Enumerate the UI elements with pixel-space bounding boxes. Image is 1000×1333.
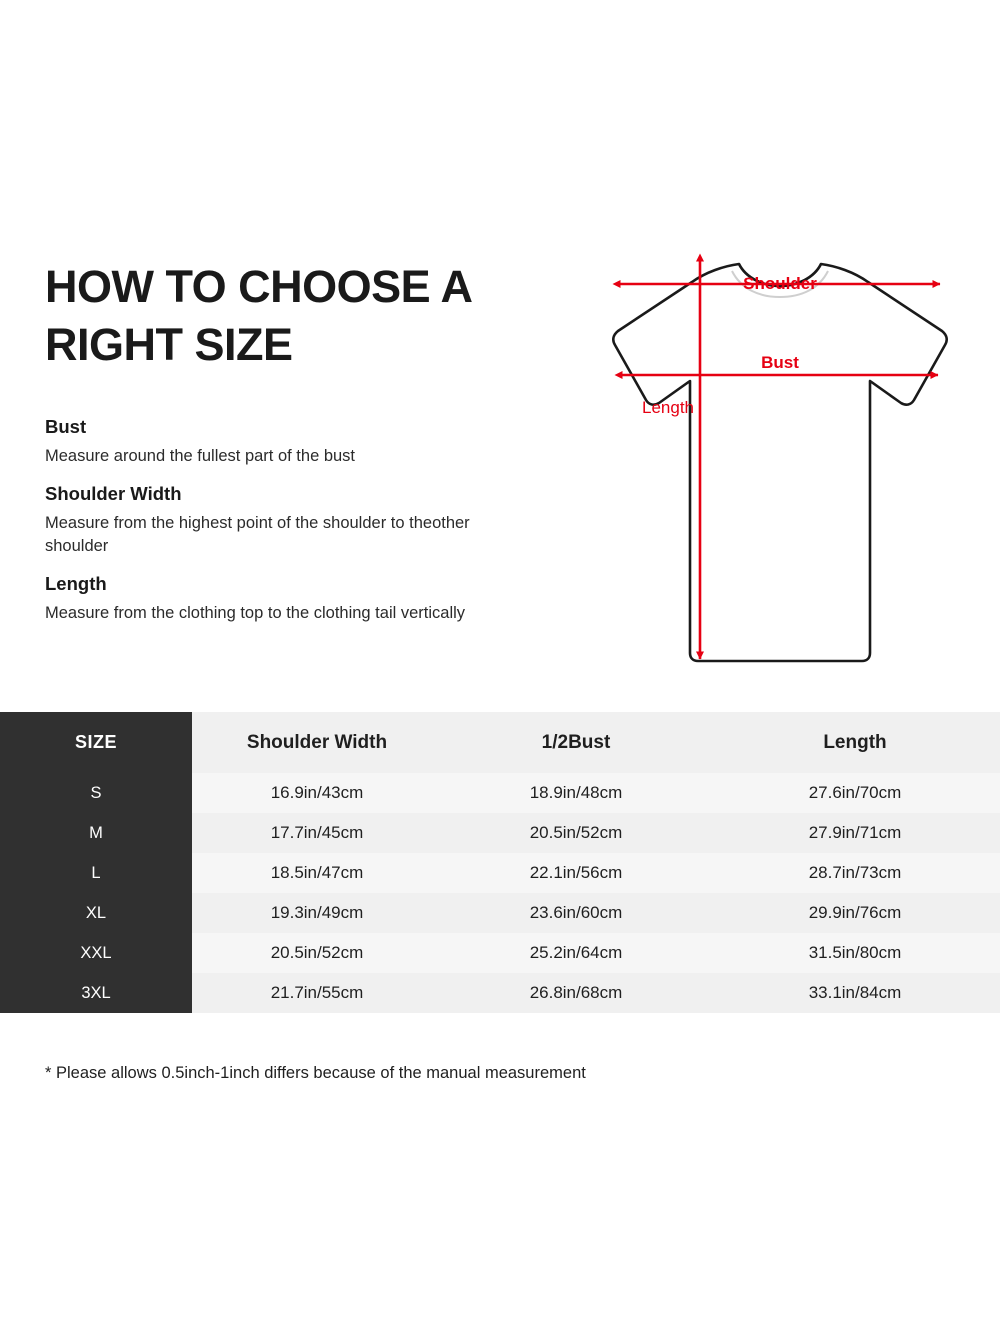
length-label: Length [642,398,694,417]
definition-text: Measure from the highest point of the shoulder to theother shoulder [45,514,470,555]
column-header-half-bust: 1/2Bust [442,712,710,773]
cell-size: XL [0,893,192,933]
column-header-length: Length [710,712,1000,773]
definition-length [45,573,515,624]
table-row [0,773,1000,813]
tshirt-measurement-diagram [510,235,980,695]
cell-half-bust: 25.2in/64cm [442,933,710,973]
tshirt-outline [613,264,946,661]
definition-title: Length [45,572,107,594]
cell-length: 31.5in/80cm [710,933,1000,973]
cell-half-bust: 18.9in/48cm [442,773,710,813]
column-header-size: SIZE [0,712,192,773]
cell-size: XXL [0,933,192,973]
cell-size: 3XL [0,973,192,1013]
table-row [0,893,1000,933]
cell-length: 27.6in/70cm [710,773,1000,813]
shoulder-label: Shoulder [743,274,817,293]
cell-length: 33.1in/84cm [710,973,1000,1013]
cell-shoulder-width: 20.5in/52cm [192,933,442,973]
definition-text: Measure from the clothing top to the clothing tail vertically [45,603,466,622]
table-header-row [0,712,1000,773]
cell-length: 29.9in/76cm [710,893,1000,933]
definition-text: Measure around the fullest part of the bust [45,447,356,465]
cell-shoulder-width: 21.7in/55cm [192,973,442,1013]
cell-size: S [0,773,192,813]
definition-bust [45,416,515,467]
cell-length: 27.9in/71cm [710,813,1000,853]
cell-shoulder-width: 17.7in/45cm [192,813,442,853]
cell-half-bust: 22.1in/56cm [442,853,710,893]
bust-label: Bust [761,353,799,372]
page-title: HOW TO CHOOSE A RIGHT SIZE [45,261,471,370]
cell-half-bust: 23.6in/60cm [442,893,710,933]
size-chart-table [0,712,1000,1013]
cell-length: 28.7in/73cm [710,853,1000,893]
table-row [0,853,1000,893]
cell-shoulder-width: 18.5in/47cm [192,853,442,893]
table-row [0,933,1000,973]
cell-half-bust: 20.5in/52cm [442,813,710,853]
definition-title: Bust [45,416,87,437]
cell-shoulder-width: 19.3in/49cm [192,893,442,933]
cell-size: L [0,853,192,893]
table-row [0,813,1000,853]
cell-size: M [0,813,192,853]
measurement-definitions [45,416,515,640]
definition-title: Shoulder Width [45,483,182,505]
column-header-shoulder-width: Shoulder Width [192,712,442,773]
cell-shoulder-width: 16.9in/43cm [192,773,442,813]
definition-shoulder-width [45,483,515,557]
table-row [0,973,1000,1013]
measurement-footnote: * Please allows 0.5inch-1inch differs because of the manual measurement [45,1064,586,1082]
cell-half-bust: 26.8in/68cm [442,973,710,1013]
